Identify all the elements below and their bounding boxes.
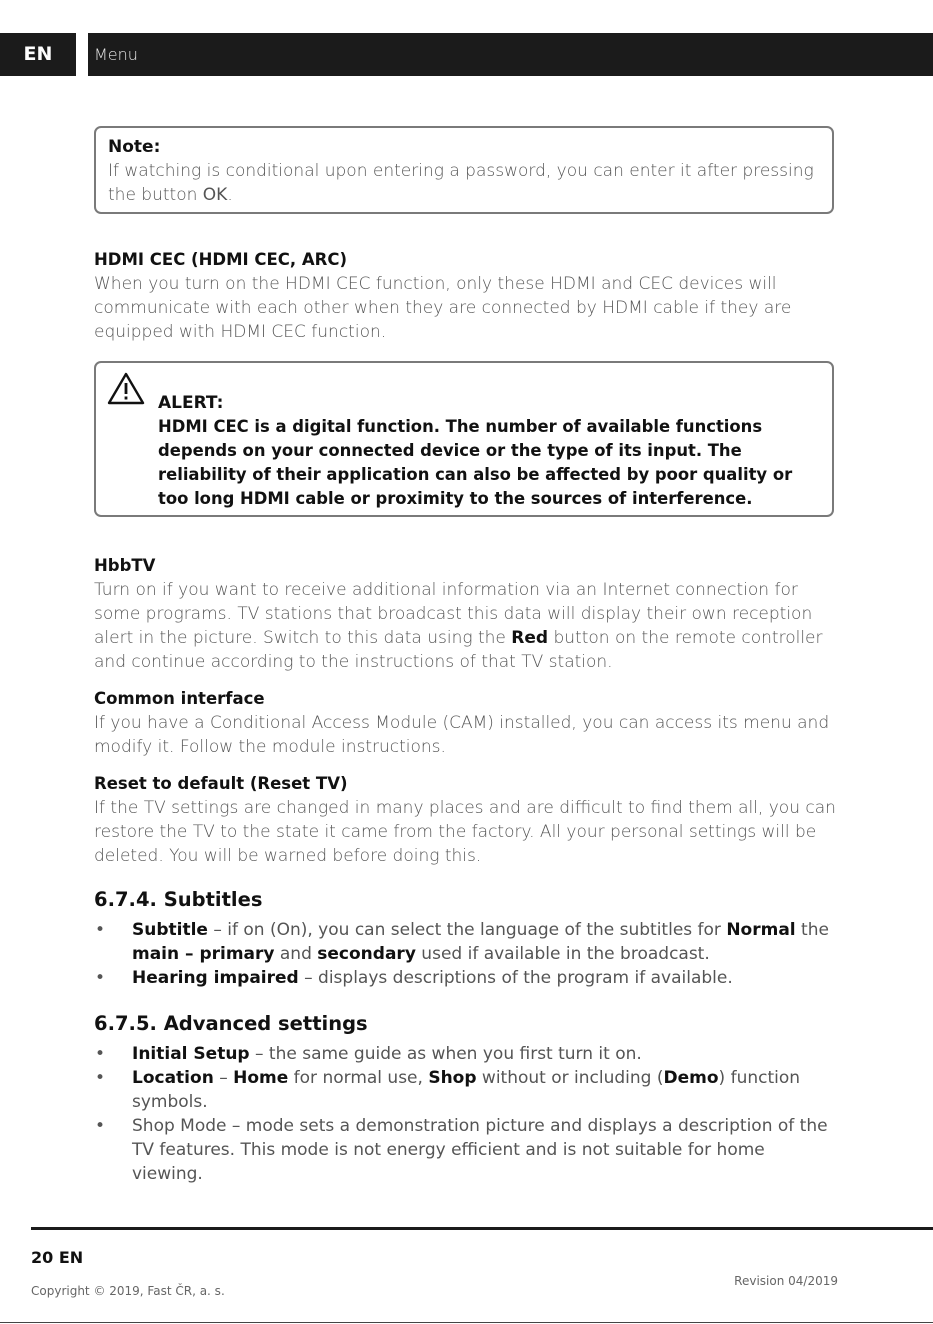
item-text: – if on (On), you can select the language of the subtitles for	[207, 920, 727, 940]
alert-box	[94, 361, 834, 517]
item-text: the	[795, 920, 829, 940]
advanced-settings-list	[94, 1042, 839, 1186]
subtitles-list	[94, 918, 839, 990]
list-item	[94, 1114, 839, 1186]
header-separator	[76, 33, 88, 76]
language-badge: EN	[23, 43, 53, 65]
item-bold: main – primary	[132, 944, 275, 964]
hbbtv-text	[94, 578, 839, 674]
common-interface-heading: Common interface	[94, 689, 265, 708]
header-title: Menu	[94, 45, 138, 64]
item-text: without or including (	[476, 1068, 664, 1088]
copyright: Copyright © 2019, Fast ČR, a. s.	[31, 1284, 225, 1298]
reset-text: If the TV settings are changed in many places and are difficult to find them all, you can restore the TV to the state it came from the factory. All your personal settings will be deleted. You will be warned before doing this.	[94, 798, 836, 866]
hbbtv-heading: HbbTV	[94, 556, 156, 575]
hdmi-cec-heading: HDMI CEC (HDMI CEC, ARC)	[94, 250, 348, 269]
list-item	[94, 1066, 839, 1114]
list-item	[94, 918, 839, 966]
note-title: Note:	[108, 137, 161, 157]
item-text: for normal use,	[288, 1068, 429, 1088]
item-text: – the same guide as when you first turn it on.	[249, 1044, 642, 1064]
item-bold: Home	[233, 1068, 289, 1088]
item-bold: secondary	[317, 944, 416, 964]
item-bold: Shop	[428, 1068, 477, 1088]
reset-heading: Reset to default (Reset TV)	[94, 774, 348, 793]
hbbtv-red-label: Red	[511, 628, 549, 648]
alert-text: HDMI CEC is a digital function. The number of available functions depends on your connected device or the type of its input. The reliability of their application can also be affected by poor quality or too long HDMI cable or proximity to the sources of interference.	[158, 417, 793, 508]
item-text: and	[274, 944, 318, 964]
advanced-settings-heading: 6.7.5. Advanced settings	[94, 1012, 368, 1035]
item-text: used if available in the broadcast.	[415, 944, 710, 964]
subtitles-section	[94, 887, 839, 990]
item-text: – displays descriptions of the program if available.	[298, 968, 733, 988]
hdmi-cec-text: When you turn on the HDMI CEC function, only these HDMI and CEC devices will communicate with each other when they are connected by HDMI cable if they are equipped with HDMI CEC function.	[94, 274, 792, 342]
hdmi-cec-section	[94, 248, 839, 344]
common-interface-text: If you have a Conditional Access Module (CAM) installed, you can access its menu and modify it. Follow the module instructions.	[94, 713, 830, 757]
common-interface-section	[94, 687, 839, 759]
item-bold: Demo	[663, 1068, 719, 1088]
subtitles-heading: 6.7.4. Subtitles	[94, 888, 263, 911]
item-text: –	[213, 1068, 234, 1088]
note-text-end: .	[227, 185, 233, 205]
warning-triangle-icon	[106, 371, 146, 407]
item-bold: Subtitle	[132, 920, 208, 940]
note-ok-label: OK	[202, 185, 228, 205]
item-bold: Normal	[726, 920, 796, 940]
hbbtv-text-end: button on the remote controller and continue according to the instructions of that TV station.	[94, 628, 823, 672]
header-bar	[0, 33, 933, 76]
note-box	[94, 126, 834, 214]
item-bold: Hearing impaired	[132, 968, 299, 988]
item-text: ) function symbols.	[132, 1068, 801, 1112]
item-text: Shop Mode – mode sets a demonstration picture and displays a description of the TV features. This mode is not energy efficient and is not suitable for home viewing.	[132, 1116, 828, 1184]
advanced-settings-section	[94, 1011, 839, 1186]
hbbtv-section	[94, 554, 839, 674]
item-bold: Initial Setup	[132, 1044, 250, 1064]
alert-title: ALERT:	[158, 393, 224, 413]
list-item	[94, 966, 839, 990]
reset-section	[94, 772, 839, 868]
note-text-part: If watching is conditional upon entering a password, you can enter it after pressing the button	[108, 161, 814, 205]
alert-content	[158, 391, 818, 511]
list-item	[94, 1042, 839, 1066]
revision: Revision 04/2019	[734, 1274, 838, 1288]
note-text	[108, 159, 820, 207]
bottom-divider	[0, 1322, 933, 1323]
item-bold: Location	[132, 1068, 214, 1088]
footer-divider	[31, 1227, 933, 1230]
page-number: 20 EN	[31, 1248, 84, 1267]
hbbtv-text-part: Turn on if you want to receive additional information via an Internet connection for some programs. TV stations that broadcast this data will display their own reception alert in the picture. Switch to this data using the	[94, 580, 813, 648]
